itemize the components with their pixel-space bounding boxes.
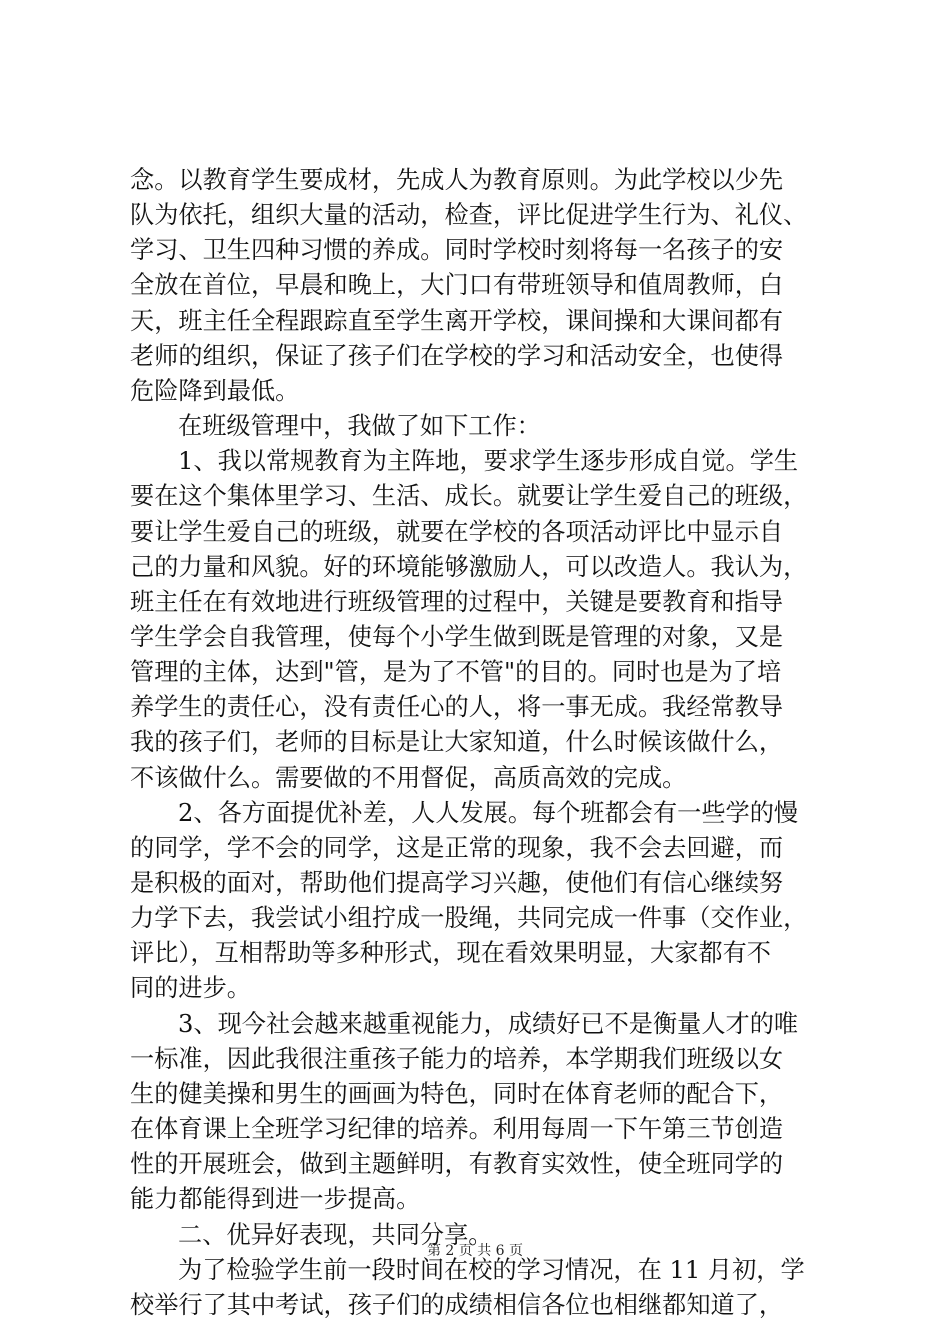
text-line: 己的力量和风貌。好的环境能够激励人，可以改造人。我认为， [130, 552, 808, 581]
text-line: 生的健美操和男生的画画为特色，同时在体育老师的配合下， [130, 1079, 784, 1108]
text-line: 的同学，学不会的同学，这是正常的现象，我不会去回避，而 [130, 833, 784, 862]
text-line: 要让学生爱自己的班级，就要在学校的各项活动评比中显示自 [130, 517, 784, 546]
text-line: 在班级管理中，我做了如下工作： [178, 412, 541, 441]
text-line: 不该做什么。需要做的不用督促，高质高效的完成。 [130, 763, 687, 792]
text-line: 管理的主体，达到"管，是为了不管"的目的。同时也是为了培 [130, 658, 782, 687]
text-line: 性的开展班会，做到主题鲜明，有教育实效性，使全班同学的 [130, 1150, 784, 1179]
text-line: 二、优异好表现，共同分享。 [178, 1220, 493, 1249]
text-line: 全放在首位，早晨和晚上，大门口有带班领导和值周教师，白 [130, 271, 784, 300]
text-line: 是积极的面对，帮助他们提高学习兴趣，使他们有信心继续努 [130, 869, 784, 897]
text-line: 学习、卫生四种习惯的养成。同时学校时刻将每一名孩子的安 [130, 236, 784, 265]
text-line: 同的进步。 [130, 974, 251, 1003]
text-line: 老师的组织，保证了孩子们在学校的学习和活动安全，也使得 [130, 341, 784, 370]
text-line: 一标准，因此我很注重孩子能力的培养，本学期我们班级以女 [130, 1044, 784, 1073]
text-line: 养学生的责任心，没有责任心的人，将一事无成。我经常教导 [130, 693, 784, 722]
page-footer: 第 2 页 共 6 页 [426, 1243, 524, 1259]
text-line: 我的孩子们，老师的目标是让大家知道，什么时候该做什么， [130, 728, 784, 757]
text-line: 力学下去，我尝试小组拧成一股绳，共同完成一件事（交作业， [130, 904, 808, 933]
text-line: 念。以教育学生要成材，先成人为教育原则。为此学校以少先 [130, 166, 784, 194]
text-line: 班主任在有效地进行班级管理的过程中，关键是要教育和指导 [130, 587, 784, 616]
text-line: 能力都能得到进一步提高。 [130, 1185, 421, 1214]
text-line: 为了检验学生前一段时间在校的学习情况，在 11 月初，学 [178, 1255, 805, 1284]
text-line: 要在这个集体里学习、生活、成长。就要让学生爱自己的班级， [130, 482, 808, 511]
text-line: 学生学会自我管理，使每个小学生做到既是管理的对象，又是 [130, 622, 784, 651]
text-line: 天，班主任全程跟踪直至学生离开学校，课间操和大课间都有 [130, 306, 784, 335]
text-line: 队为依托，组织大量的活动，检查，评比促进学生行为、礼仪、 [130, 201, 808, 230]
text-line: 在体育课上全班学习纪律的培养。利用每周一下午第三节创造 [130, 1115, 784, 1144]
text-line: 2、各方面提优补差，人人发展。每个班都会有一些学的慢 [178, 798, 799, 827]
text-line: 评比），互相帮助等多种形式，现在看效果明显，大家都有不 [130, 939, 771, 968]
text-line: 危险降到最低。 [130, 376, 300, 405]
text-line: 3、现今社会越来越重视能力，成绩好已不是衡量人才的唯 [178, 1009, 799, 1038]
text-line: 1、我以常规教育为主阵地，要求学生逐步形成自觉。学生 [178, 447, 799, 476]
text-line: 校举行了其中考试，孩子们的成绩相信各位也相继都知道了， [130, 1290, 784, 1319]
